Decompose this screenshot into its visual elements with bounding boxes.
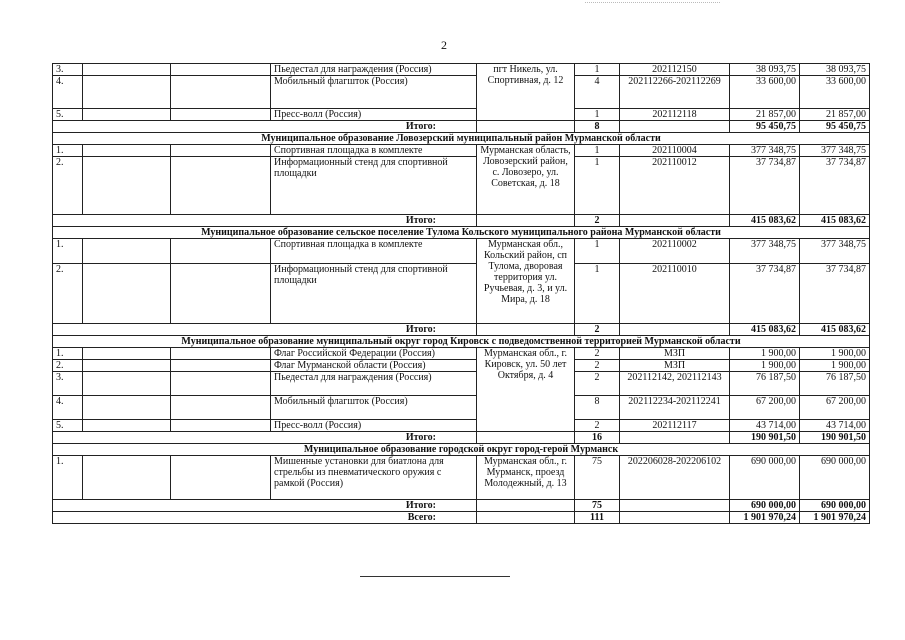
table-row: 2. Информационный стенд для спортивной площадки 1 202110010 37 734,87 37 734,87 [53,264,870,324]
total-row: Итого: 16 190 901,50 190 901,50 [53,432,870,444]
total-row: Итого: 2 415 083,62 415 083,62 [53,215,870,227]
section-heading: Муниципальное образование Ловозерский муниципальный район Мурманской области [53,133,870,145]
table-row: 2. Информационный стенд для спортивной площадки 1 202110012 37 734,87 37 734,87 [53,157,870,215]
table-row: 1. Мишенные установки для биатлона для стрельбы из пневматического оружия с рамкой (Россия) Мурманская обл., г. Мурманск, проезд Молодежный, д. 13 75 202206028-202206102 690 000,00 690 000,00 [53,456,870,500]
table-row: 1. Спортивная площадка в комплекте Мурманская обл., Кольский район, сп Тулома, дворовая территория ул. Ручьевая, д. 3, и ул. Мира, д. 18 1 202110002 377 348,75 377 348,75 [53,239,870,264]
total-row: Итого: 75 690 000,00 690 000,00 [53,500,870,512]
table-row: 3. Пьедестал для награждения (Россия) пгт Никель, ул. Спортивная, д. 12 1 202112150 38 093,75 38 093,75 [53,64,870,76]
total-row: Итого: 2 415 083,62 415 083,62 [53,324,870,336]
section-heading: Муниципальное образование сельское поселение Тулома Кольского муниципального района Мурманской области [53,227,870,239]
section-heading: Муниципальное образование муниципальный округ город Кировск с подведомственной территорией Мурманской области [53,336,870,348]
grand-total-row: Всего: 111 1 901 970,24 1 901 970,24 [53,512,870,524]
table-row: 2. Флаг Мурманской области (Россия) 2 МЗП 1 900,00 1 900,00 [53,360,870,372]
section-heading: Муниципальное образование городской округ город-герой Мурманск [53,444,870,456]
table-row: 4. Мобильный флагшток (Россия) 4 202112266-202112269 33 600,00 33 600,00 [53,76,870,109]
footer-line [360,576,510,577]
table-row: 1. Флаг Российской Федерации (Россия) Мурманская обл., г. Кировск, ул. 50 лет Октября, д. 4 2 МЗП 1 900,00 1 900,00 [53,348,870,360]
table-row: 4. Мобильный флагшток (Россия) 8 202112234-202112241 67 200,00 67 200,00 [53,396,870,420]
table-row: 1. Спортивная площадка в комплекте Мурманская область, Ловозерский район, с. Ловозеро, ул. Советская, д. 18 1 202110004 377 348,75 377 348,75 [53,145,870,157]
page-number: 2 [441,38,447,52]
table-row: 5. Пресс-волл (Россия) 1 202112118 21 857,00 21 857,00 [53,109,870,121]
table-row: 5. Пресс-волл (Россия) 2 202112117 43 714,00 43 714,00 [53,420,870,432]
total-row: Итого: 8 95 450,75 95 450,75 [53,121,870,133]
header-mark [585,2,720,5]
equipment-table [52,63,870,524]
table-row: 3. Пьедестал для награждения (Россия) 2 202112142, 202112143 76 187,50 76 187,50 [53,372,870,396]
